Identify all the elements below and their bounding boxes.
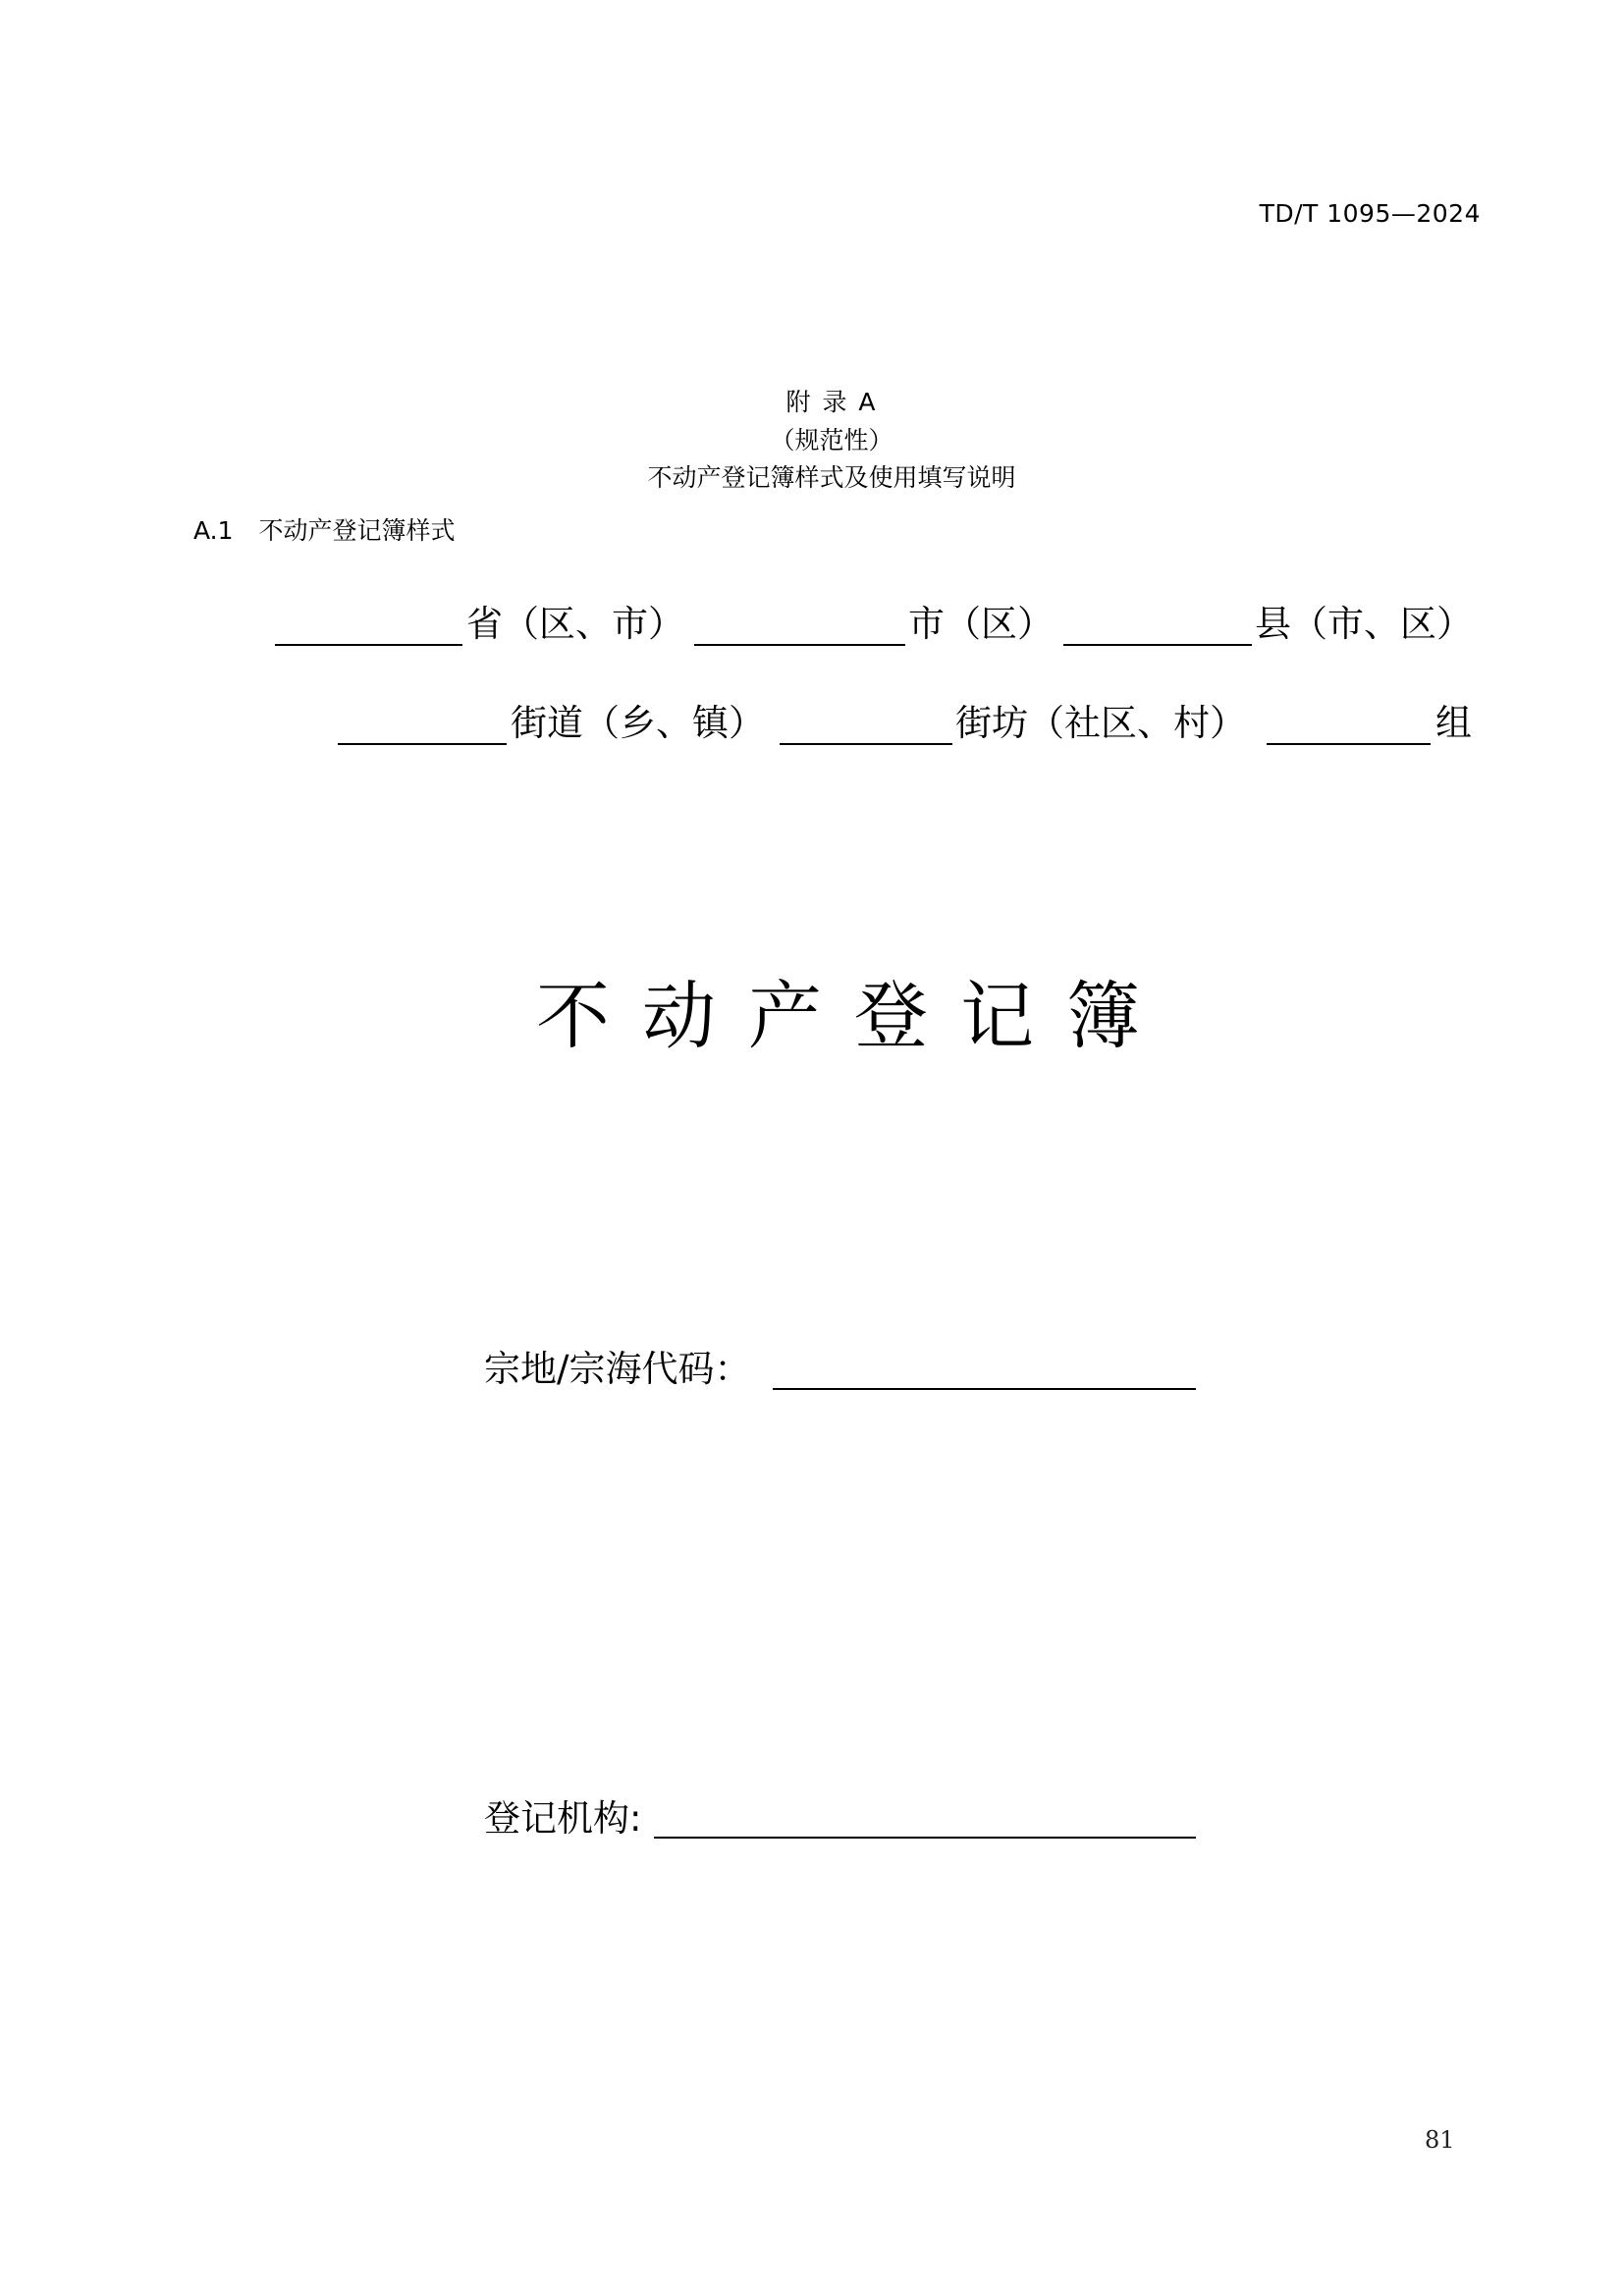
parcel-code-underline [773, 1387, 1196, 1390]
province-label: 省（区、市） [466, 603, 684, 645]
block-label: 街坊（社区、村） [955, 702, 1246, 744]
city-blank [694, 603, 905, 646]
block-blank [780, 702, 952, 745]
parcel-code-label: 宗地/宗海代码： [484, 1348, 751, 1390]
city-label: 市（区） [908, 603, 1054, 645]
appendix-subtitle: 不动产登记簿样式及使用填写说明 [647, 463, 1016, 492]
street-label: 街道（乡、镇） [511, 702, 765, 744]
county-blank [1063, 603, 1252, 646]
appendix-type: （规范性） [770, 426, 893, 454]
agency-label: 登记机构: [484, 1797, 642, 1840]
group-label: 组 [1435, 702, 1472, 744]
street-blank [338, 702, 507, 745]
agency-underline [654, 1836, 1196, 1839]
county-label: 县（市、区） [1255, 603, 1473, 645]
section-heading [193, 511, 456, 547]
standard-code: TD/T 1095—2024 [1259, 199, 1481, 228]
section-title: 不动产登记簿样式 [258, 516, 456, 545]
appendix-title: 附 录 A [785, 388, 878, 416]
group-blank [1267, 702, 1431, 745]
section-number: A.1 [193, 516, 234, 545]
province-blank [275, 603, 462, 646]
page-number: 81 [1425, 2126, 1455, 2154]
register-title: 不动产登记簿 [536, 973, 1173, 1059]
